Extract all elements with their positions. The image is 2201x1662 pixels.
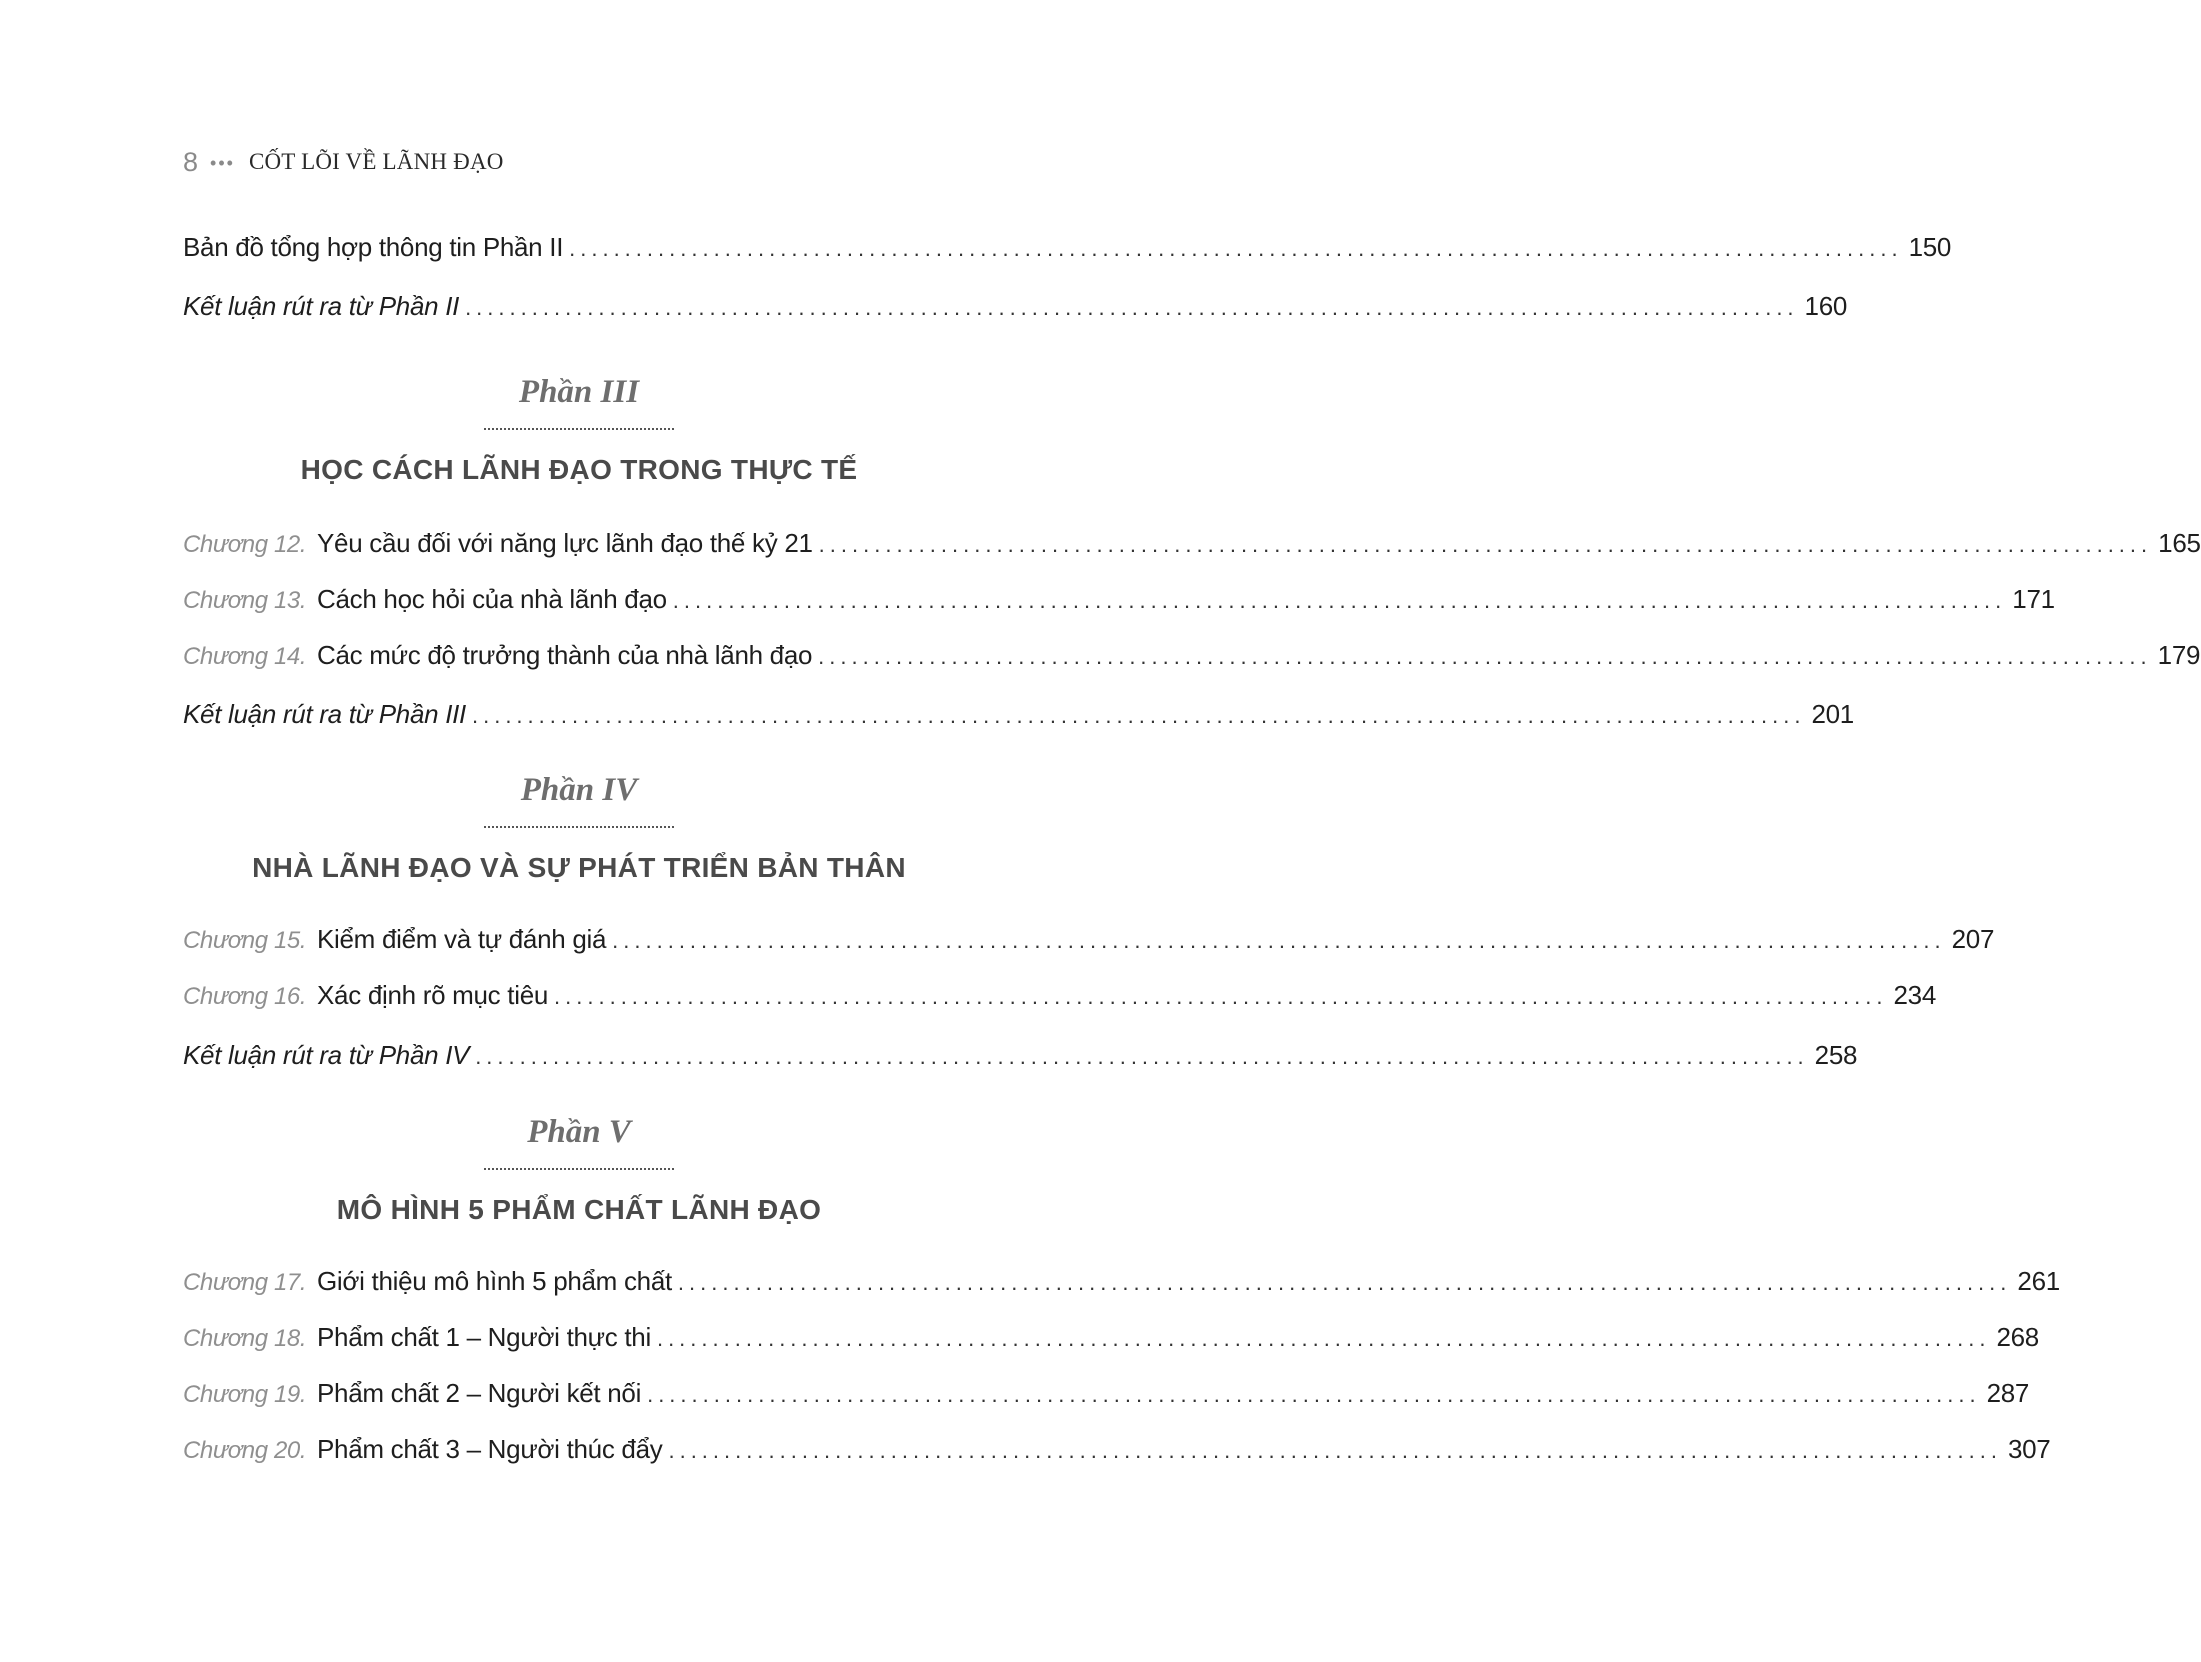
part-divider	[484, 414, 674, 430]
toc-page-number: 171	[2012, 584, 2055, 614]
toc-entry-title: Phẩm chất 3 – Người thúc đẩy	[317, 1434, 663, 1464]
part-heading	[183, 768, 975, 884]
toc-entry[interactable]	[183, 1322, 2039, 1362]
toc-page-number: 258	[1814, 1040, 1858, 1070]
toc-entry-title: Kết luận rút ra từ Phần III	[183, 699, 466, 729]
toc-entry[interactable]	[183, 584, 2055, 624]
toc-entry-title: Kết luận rút ra từ Phần IV	[183, 1040, 470, 1070]
dot-leader: ........................................................................................................................	[465, 295, 1799, 320]
chapter-label: Chương 16.	[183, 983, 307, 1010]
part-label: Phần IV	[520, 772, 638, 808]
toc-page-number: 201	[1811, 699, 1854, 729]
part-title: HỌC CÁCH LÃNH ĐẠO TRONG THỰC TẾ	[300, 454, 858, 485]
toc-page-number: 179	[2157, 640, 2201, 670]
chapter-label: Chương 13.	[183, 587, 307, 614]
toc-entry-title: Kết luận rút ra từ Phần II	[183, 291, 460, 321]
toc-entry[interactable]	[183, 528, 2201, 568]
dot-leader: ........................................................................................................................	[677, 1270, 2012, 1295]
book-title: CỐT LÕI VỀ LÃNH ĐẠO	[248, 149, 504, 174]
dot-leader: ........................................................................................................................	[672, 588, 2007, 613]
part-divider	[484, 812, 674, 828]
toc-page-number: 207	[1951, 924, 1995, 954]
running-header	[183, 142, 504, 182]
chapter-label: Chương 19.	[183, 1381, 307, 1408]
toc-page-number: 287	[1986, 1378, 2030, 1408]
toc-page-number: 165	[2158, 528, 2201, 558]
toc-entry-title: Bản đồ tổng hợp thông tin Phần II	[183, 232, 564, 262]
dot-leader: ........................................................................................................................	[656, 1326, 1991, 1351]
dot-leader: ........................................................................................................................	[475, 1044, 1809, 1069]
header-separator: •••	[210, 152, 235, 173]
toc-entry-title: Phẩm chất 2 – Người kết nối	[317, 1378, 642, 1408]
toc-entry[interactable]	[183, 980, 1936, 1020]
chapter-label: Chương 15.	[183, 927, 307, 954]
part-divider	[484, 1154, 674, 1170]
toc-entry-title: Xác định rõ mục tiêu	[317, 980, 549, 1010]
toc-entry[interactable]	[183, 232, 1952, 272]
dot-leader: ........................................................................................................................	[818, 644, 2152, 669]
part-heading	[183, 1110, 975, 1226]
toc-page-number: 261	[2017, 1266, 2060, 1296]
chapter-label: Chương 18.	[183, 1325, 307, 1352]
toc-entry[interactable]	[183, 699, 1854, 739]
toc-page-number: 160	[1804, 291, 1848, 321]
chapter-label: Chương 17.	[183, 1269, 307, 1296]
dot-leader: ........................................................................................................................	[612, 928, 1946, 953]
toc-entry[interactable]	[183, 640, 2201, 680]
part-title: MÔ HÌNH 5 PHẨM CHẤT LÃNH ĐẠO	[336, 1194, 822, 1225]
toc-page-number: 150	[1908, 232, 1952, 262]
page-number: 8	[183, 146, 199, 177]
toc-entry-title: Yêu cầu đối với năng lực lãnh đạo thế kỷ 21	[317, 528, 813, 558]
toc-entry[interactable]	[183, 1434, 2051, 1474]
toc-entry-title: Giới thiệu mô hình 5 phẩm chất	[317, 1266, 672, 1296]
dot-leader: ........................................................................................................................	[647, 1382, 1981, 1407]
toc-entry[interactable]	[183, 1040, 1858, 1080]
chapter-label: Chương 20.	[183, 1437, 307, 1464]
dot-leader: ........................................................................................................................	[668, 1438, 2002, 1463]
dot-leader: ........................................................................................................................	[554, 984, 1888, 1009]
toc-entry-title: Kiểm điểm và tự đánh giá	[317, 924, 607, 954]
toc-page-number: 307	[2007, 1434, 2051, 1464]
toc-entry[interactable]	[183, 291, 1848, 331]
toc-entry[interactable]	[183, 1378, 2030, 1418]
toc-page-number: 234	[1893, 980, 1936, 1010]
part-heading	[183, 370, 975, 486]
chapter-label: Chương 12.	[183, 531, 307, 558]
dot-leader: ........................................................................................................................	[569, 236, 1903, 261]
toc-entry-title: Các mức độ trưởng thành của nhà lãnh đạo	[317, 640, 813, 670]
toc-entry-title: Phẩm chất 1 – Người thực thi	[317, 1322, 651, 1352]
dot-leader: ........................................................................................................................	[818, 532, 2153, 557]
chapter-label: Chương 14.	[183, 643, 307, 670]
toc-entry[interactable]	[183, 1266, 2060, 1306]
toc-entry-title: Cách học hỏi của nhà lãnh đạo	[317, 584, 667, 614]
toc-page-number: 268	[1996, 1322, 2039, 1352]
part-title: NHÀ LÃNH ĐẠO VÀ SỰ PHÁT TRIỂN BẢN THÂN	[252, 852, 906, 883]
dot-leader: ........................................................................................................................	[471, 703, 1806, 728]
part-label: Phần III	[518, 374, 640, 410]
toc-entry[interactable]	[183, 924, 1995, 964]
part-label: Phần V	[527, 1114, 631, 1150]
